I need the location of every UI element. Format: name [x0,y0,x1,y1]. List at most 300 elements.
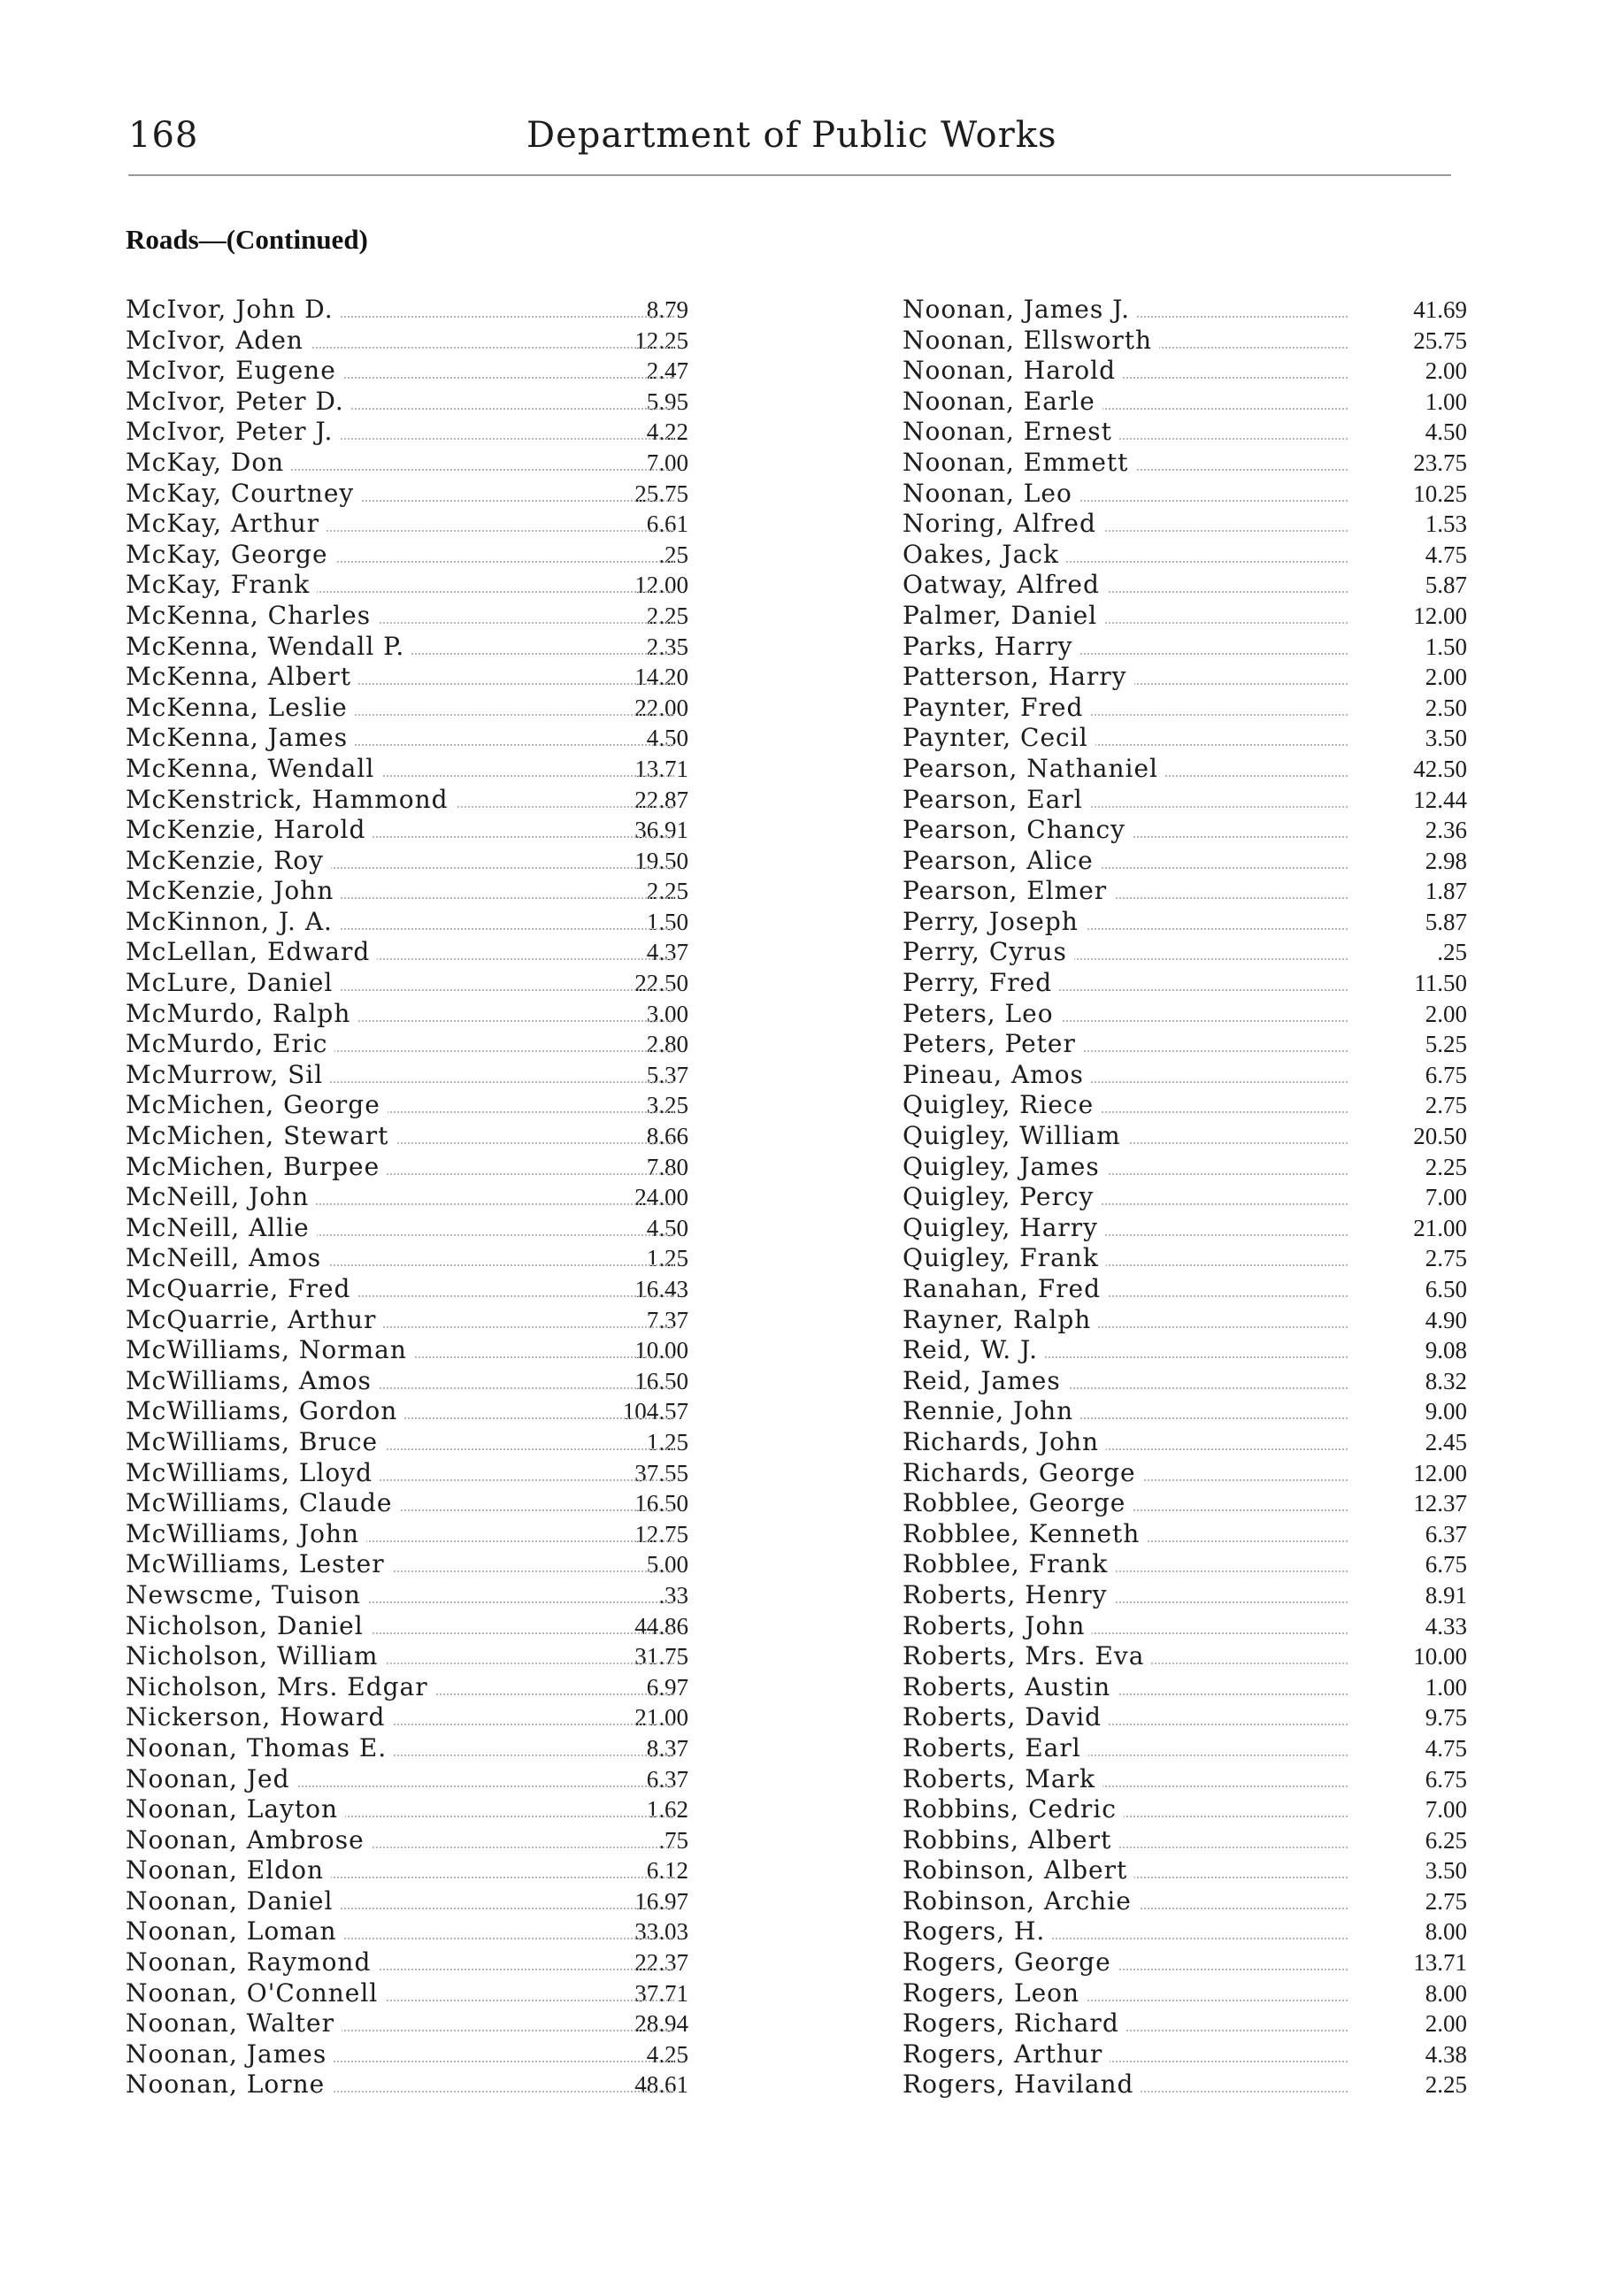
list-item [126,1732,688,1764]
entry-amount: 6.50 [1425,1276,1467,1302]
entry-amount: 2.98 [1425,847,1467,874]
list-item [126,1243,688,1274]
entry-name: Noonan, Jed [126,1764,297,1794]
list-item [126,1274,688,1305]
list-item [126,631,688,663]
entry-amount: 8.91 [1425,1581,1467,1609]
entry-name: Perry, Fred [903,968,1059,998]
list-item [126,662,688,693]
entry-name: McIvor, Peter J. [126,417,340,447]
entry-amount: 2.45 [1425,1428,1467,1455]
entry-amount: 14.20 [634,664,688,691]
entry-name: McNeill, Amos [126,1243,328,1273]
list-item [126,1794,688,1825]
list-item [126,539,688,571]
entry-amount: 20.50 [1413,1123,1467,1150]
list-item [903,570,1467,601]
entry-name: Noonan, Ambrose [126,1825,372,1855]
entry-name: McMichen, Stewart [126,1121,396,1151]
list-item [903,600,1467,632]
list-item [903,356,1467,387]
list-item [126,1855,688,1886]
entry-amount: 1.25 [646,1245,688,1272]
entry-amount: 2.25 [1425,1153,1467,1180]
list-item [903,1304,1467,1336]
list-item [126,1610,688,1642]
entry-name: Paynter, Fred [903,693,1090,723]
entry-name: Pearson, Chancy [903,815,1133,845]
entry-amount: 1.50 [1425,633,1467,660]
entry-name: Noonan, Daniel [126,1886,340,1916]
list-item [126,1518,688,1550]
entry-name: Noonan, Loman [126,1916,344,1947]
list-item [903,753,1467,785]
entry-name: Roberts, Earl [903,1733,1088,1763]
entry-name: McWilliams, Norman [126,1335,414,1365]
entry-name: Noonan, James [126,2039,334,2069]
list-item [126,2039,688,2070]
entry-name: Quigley, Riece [903,1090,1101,1120]
entry-name: Noonan, Raymond [126,1947,378,1977]
entry-amount: 104.57 [622,1398,688,1425]
list-item [903,1763,1467,1795]
entry-name: McKinnon, J. A. [126,907,340,937]
list-item [903,417,1467,448]
entry-amount: 1.50 [646,908,688,935]
list-item [903,539,1467,571]
entry-amount: 7.00 [1425,1796,1467,1824]
list-item [903,2008,1467,2039]
list-item [126,998,688,1030]
list-item [903,1335,1467,1366]
list-item [126,1304,688,1336]
entry-name: Pearson, Earl [903,785,1090,815]
entry-name: McIvor, Aden [126,326,311,356]
list-item [903,295,1467,326]
list-item [126,1151,688,1183]
list-item [903,1151,1467,1183]
entry-name: McWilliams, Lloyd [126,1458,380,1488]
entry-name: McWilliams, Bruce [126,1427,385,1457]
entry-name: McKenna, Albert [126,662,358,692]
entry-name: Robblee, Frank [903,1549,1115,1579]
list-item [903,845,1467,877]
list-item [903,1488,1467,1519]
entry-amount: 2.25 [646,602,688,629]
list-item [126,1885,688,1917]
entry-name: McQuarrie, Arthur [126,1305,383,1335]
list-item [903,1947,1467,1978]
entry-amount: 1.87 [1425,878,1467,905]
entry-amount: 22.00 [634,694,688,721]
entry-amount: 37.71 [634,1979,688,2007]
entry-amount: 2.75 [1425,1887,1467,1915]
entry-amount: 8.37 [646,1734,688,1762]
entry-amount: 1.62 [646,1796,688,1824]
list-item [903,1702,1467,1733]
list-item [126,325,688,357]
list-item [903,692,1467,724]
list-item [903,1610,1467,1642]
entry-name: McKenzie, Roy [126,846,331,876]
entry-name: McKenna, Charles [126,601,378,631]
entry-amount: .33 [658,1581,688,1609]
list-item [903,1426,1467,1458]
entry-amount: 4.22 [646,419,688,446]
list-item [126,1365,688,1397]
entry-amount: 6.75 [1425,1551,1467,1578]
entry-amount: 2.80 [646,1031,688,1058]
list-item [903,1029,1467,1060]
entry-amount: 2.25 [646,878,688,905]
entry-amount: 5.00 [646,1551,688,1578]
entry-amount: 5.25 [1425,1031,1467,1058]
list-item [903,998,1467,1030]
entry-amount: 6.97 [646,1673,688,1701]
entry-name: Noonan, James J. [903,295,1137,325]
entry-amount: 8.79 [646,296,688,323]
entry-amount: 3.50 [1425,1857,1467,1885]
page-number: 168 [128,115,199,156]
list-item [126,509,688,540]
entry-amount: 23.75 [1413,449,1467,476]
list-item [126,1396,688,1427]
entry-amount: 2.75 [1425,1245,1467,1272]
list-item [126,723,688,754]
entry-amount: 7.00 [646,449,688,476]
list-item [903,1885,1467,1917]
entry-name: Perry, Joseph [903,907,1086,937]
list-item [903,1732,1467,1764]
entry-name: Nickerson, Howard [126,1702,392,1732]
list-item [903,784,1467,816]
entry-name: Pearson, Elmer [903,876,1114,906]
entry-name: McKenna, Wendall P. [126,632,411,662]
list-item [126,1641,688,1672]
list-item [903,1121,1467,1152]
entry-name: McKenstrick, Hammond [126,785,456,815]
entry-amount: 13.71 [634,755,688,782]
list-item [903,1855,1467,1886]
entry-name: McKenna, Leslie [126,693,355,723]
entry-name: Rogers, Haviland [903,2069,1141,2100]
entry-amount: 33.03 [634,1918,688,1946]
entry-amount: 36.91 [634,817,688,844]
entry-name: Roberts, Mrs. Eva [903,1641,1151,1671]
entry-name: McKay, George [126,540,335,570]
entry-amount: 10.00 [634,1337,688,1364]
list-item [903,906,1467,938]
entry-name: Roberts, Austin [903,1672,1118,1702]
entry-name: McMurdo, Ralph [126,999,357,1029]
list-item [126,1977,688,2009]
entry-name: McMichen, George [126,1090,388,1120]
page-title: Department of Public Works [526,115,1057,156]
header-rule [128,174,1451,176]
list-item [903,1549,1467,1580]
entry-name: Noonan, Harold [903,356,1123,386]
entry-amount: 6.25 [1425,1826,1467,1854]
entry-amount: 1.25 [646,1428,688,1455]
list-item [126,386,688,418]
entry-name: McQuarrie, Fred [126,1274,357,1304]
list-item [126,906,688,938]
list-item [126,1947,688,1978]
list-item [126,1488,688,1519]
entry-name: Noonan, Eldon [126,1855,331,1885]
entry-name: Pearson, Alice [903,846,1101,876]
list-item [126,1059,688,1091]
list-item [903,1671,1467,1703]
entry-amount: 4.75 [1425,1734,1467,1762]
entry-name: Nicholson, William [126,1641,385,1671]
entry-name: McWilliams, Lester [126,1549,392,1579]
entry-name: Quigley, Harry [903,1213,1105,1243]
entry-amount: 7.00 [1425,1184,1467,1211]
list-item [126,1426,688,1458]
list-item [903,386,1467,418]
entry-name: Robblee, Kenneth [903,1519,1147,1549]
list-item [126,815,688,846]
entry-amount: 44.86 [634,1612,688,1639]
entry-name: Ranahan, Fred [903,1274,1108,1304]
entry-amount: 10.00 [1413,1643,1467,1670]
entry-name: McKenzie, John [126,876,341,906]
entry-name: Noonan, Ernest [903,417,1119,447]
entry-amount: 3.50 [1425,725,1467,752]
entry-name: McMurrow, Sil [126,1060,330,1090]
entry-amount: 12.00 [634,572,688,599]
entry-amount: 3.00 [646,1000,688,1027]
list-item [903,1457,1467,1489]
list-item [126,478,688,510]
entry-name: Perry, Cyrus [903,937,1074,967]
entry-amount: 8.00 [1425,1918,1467,1946]
list-item [126,447,688,479]
entry-name: Paynter, Cecil [903,723,1095,753]
list-item [903,968,1467,999]
entry-amount: 8.66 [646,1123,688,1150]
list-item [903,1824,1467,1856]
entry-name: Palmer, Daniel [903,601,1104,631]
entry-name: Patterson, Harry [903,662,1134,692]
entry-amount: 4.50 [1425,419,1467,446]
entry-name: Oakes, Jack [903,540,1066,570]
entry-name: Nicholson, Mrs. Edgar [126,1672,435,1702]
list-item [903,662,1467,693]
entry-amount: 2.36 [1425,817,1467,844]
entry-name: Rogers, Richard [903,2008,1126,2039]
list-item [903,1518,1467,1550]
entry-name: McKenna, Wendall [126,754,381,784]
list-item [126,1702,688,1733]
entry-name: Robblee, George [903,1488,1133,1518]
entry-name: Quigley, Percy [903,1182,1101,1212]
entry-name: Roberts, Henry [903,1580,1114,1610]
list-item [903,631,1467,663]
left-column [126,295,688,2100]
list-item [903,1059,1467,1091]
entry-amount: .75 [658,1826,688,1854]
list-item [903,1212,1467,1244]
entry-amount: 12.00 [1413,1459,1467,1486]
entry-name: Noonan, Layton [126,1794,345,1824]
list-item [903,815,1467,846]
list-item [126,753,688,785]
entry-amount: 31.75 [634,1643,688,1670]
entry-name: Noonan, Lorne [126,2069,332,2100]
list-item [903,1794,1467,1825]
list-item [903,1916,1467,1947]
list-item [126,784,688,816]
list-item [126,1182,688,1213]
entry-amount: 6.75 [1425,1765,1467,1793]
entry-amount: 28.94 [634,2010,688,2038]
entry-name: Noonan, Emmett [903,448,1135,478]
entry-name: McLellan, Edward [126,937,377,967]
list-item [126,1549,688,1580]
entry-name: Robbins, Cedric [903,1794,1124,1824]
list-item [126,968,688,999]
entry-name: Reid, James [903,1366,1068,1396]
entry-name: Pearson, Nathaniel [903,754,1165,784]
entry-amount: 7.37 [646,1306,688,1333]
list-item [126,1579,688,1611]
entry-amount: 4.25 [646,2040,688,2068]
entry-amount: 4.50 [646,725,688,752]
list-item [126,1029,688,1060]
entry-amount: 24.00 [634,1184,688,1211]
entry-amount: 5.37 [646,1061,688,1088]
entry-amount: 4.50 [646,1214,688,1241]
entry-name: Rayner, Ralph [903,1305,1098,1335]
entry-amount: 1.00 [1425,1673,1467,1701]
entry-amount: 4.38 [1425,2040,1467,2068]
entry-amount: 1.00 [1425,388,1467,415]
entry-amount: 2.00 [1425,2010,1467,2038]
list-item [126,2069,688,2100]
list-item [903,1396,1467,1427]
entry-name: Noring, Alfred [903,509,1103,539]
list-item [903,1243,1467,1274]
entry-amount: 2.00 [1425,664,1467,691]
list-item [126,1763,688,1795]
entry-name: Noonan, Thomas E. [126,1733,394,1763]
entry-amount: 5.87 [1425,908,1467,935]
entry-name: McLure, Daniel [126,968,340,998]
entry-name: Richards, John [903,1427,1106,1457]
list-item [126,876,688,907]
entry-amount: 21.00 [634,1704,688,1732]
entry-name: McIvor, John D. [126,295,341,325]
entry-amount: 2.00 [1425,357,1467,385]
entry-name: McWilliams, John [126,1519,366,1549]
entry-amount: 12.37 [1413,1490,1467,1517]
list-item [903,1365,1467,1397]
list-item [903,937,1467,968]
entry-name: McKenzie, Harold [126,815,373,845]
list-item [903,509,1467,540]
list-item [126,1090,688,1121]
entry-amount: 22.37 [634,1949,688,1977]
list-item [903,876,1467,907]
list-item [126,2008,688,2039]
entry-amount: 2.50 [1425,694,1467,721]
entry-amount: 4.90 [1425,1306,1467,1333]
entry-amount: 6.61 [646,511,688,538]
entry-name: Robinson, Archie [903,1886,1139,1916]
entry-name: McIvor, Eugene [126,356,343,386]
list-item [126,600,688,632]
entry-name: Robbins, Albert [903,1825,1118,1855]
entry-amount: 2.25 [1425,2071,1467,2099]
entry-name: Richards, George [903,1458,1143,1488]
list-item [126,570,688,601]
entry-amount: 2.35 [646,633,688,660]
entry-name: McKay, Don [126,448,291,478]
entry-amount: 25.75 [634,480,688,507]
list-item [126,1457,688,1489]
entry-amount: .25 [658,541,688,568]
list-item [126,845,688,877]
entry-name: McWilliams, Claude [126,1488,399,1518]
entry-amount: 42.50 [1413,755,1467,782]
entry-name: Noonan, Leo [903,479,1079,509]
list-item [903,1090,1467,1121]
list-item [126,1212,688,1244]
list-item [126,1671,688,1703]
list-item [903,1182,1467,1213]
entry-amount: 25.75 [1413,326,1467,354]
entry-amount: 7.80 [646,1153,688,1180]
entry-name: Noonan, O'Connell [126,1978,385,2008]
entry-amount: 6.37 [1425,1520,1467,1547]
entry-amount: 5.95 [646,388,688,415]
list-item [126,1335,688,1366]
entry-amount: 16.43 [634,1276,688,1302]
entry-name: McKenna, James [126,723,355,753]
entry-amount: 4.75 [1425,541,1467,568]
entry-amount: 12.25 [634,326,688,354]
entry-amount: 4.33 [1425,1612,1467,1639]
entry-name: McNeill, John [126,1182,316,1212]
entry-name: Quigley, William [903,1121,1128,1151]
entry-name: Newscme, Tuison [126,1580,368,1610]
list-item [903,1641,1467,1672]
entry-name: Roberts, John [903,1611,1092,1641]
page-header [128,115,1451,168]
entry-amount: 8.32 [1425,1367,1467,1394]
entry-amount: 11.50 [1414,970,1467,997]
entry-name: Peters, Leo [903,999,1061,1029]
entry-name: Nicholson, Daniel [126,1611,371,1641]
entry-name: Rogers, H. [903,1916,1052,1947]
entry-name: McKay, Arthur [126,509,327,539]
list-item [903,325,1467,357]
section-title: Roads—(Continued) [126,224,368,255]
entry-name: Quigley, James [903,1152,1107,1182]
entry-name: McMurdo, Eric [126,1029,334,1059]
entry-amount: 6.37 [646,1765,688,1793]
entry-amount: 12.75 [634,1520,688,1547]
entry-name: McNeill, Allie [126,1213,317,1243]
list-item [903,723,1467,754]
entry-amount: 6.75 [1425,1061,1467,1088]
list-item [126,417,688,448]
entry-name: Noonan, Ellsworth [903,326,1159,356]
entry-name: McKay, Courtney [126,479,361,509]
entry-amount: 21.00 [1413,1214,1467,1241]
